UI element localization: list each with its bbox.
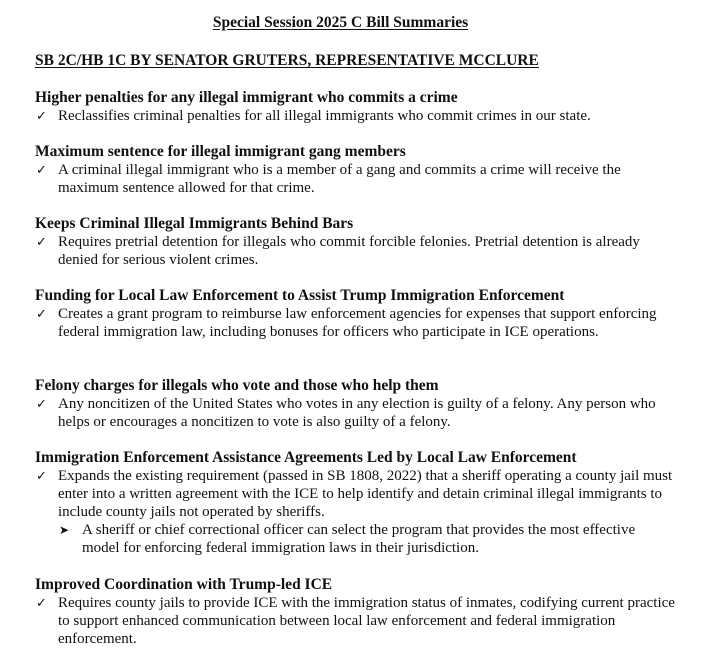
section-heading: Funding for Local Law Enforcement to Assist Trump Immigration Enforcement (35, 287, 565, 304)
summary-section (35, 576, 675, 648)
bill-header: SB 2C/HB 1C BY SENATOR GRUTERS, REPRESENTATIVE MCCLURE (35, 52, 539, 69)
bullet-item (35, 305, 675, 341)
bullet-item (35, 467, 675, 521)
section-heading: Maximum sentence for illegal immigrant gang members (35, 143, 406, 160)
summary-section (35, 287, 675, 341)
summary-section (35, 377, 675, 431)
bullet-item (35, 107, 675, 125)
checkmark-icon: ✓ (36, 468, 47, 483)
bullet-text: Expands the existing requirement (passed in SB 1808, 2022) that a sheriff operating a county jail must enter into a written agreement with the ICE to help identify and detain criminal illegal immigrants to include county jails not operated by sheriffs. (58, 468, 673, 520)
section-heading: Higher penalties for any illegal immigrant who commits a crime (35, 89, 458, 106)
bullet-item (35, 594, 675, 648)
bullet-text: Reclassifies criminal penalties for all illegal immigrants who commit crimes in our state. (58, 108, 591, 124)
section-heading: Felony charges for illegals who vote and those who help them (35, 377, 439, 394)
bullet-text: Any noncitizen of the United States who votes in any election is guilty of a felony. Any person who helps or encourages a noncitizen to vote is also guilty of a felony. (58, 396, 656, 430)
summary-section (35, 143, 675, 197)
bullet-text: Requires county jails to provide ICE with the immigration status of inmates, codifying current practice to support enhanced communication between local law enforcement and federal immigration enforcement. (58, 595, 675, 647)
section-heading: Immigration Enforcement Assistance Agreements Led by Local Law Enforcement (35, 449, 577, 466)
bullet-item (35, 395, 675, 431)
sub-bullet-text: A sheriff or chief correctional officer can select the program that provides the most effective model for enforcing federal immigration laws in their jurisdiction. (82, 522, 636, 556)
summary-section (35, 449, 675, 557)
checkmark-icon: ✓ (36, 234, 47, 249)
bullet-item (35, 161, 675, 197)
checkmark-icon: ✓ (36, 162, 47, 177)
section-heading: Keeps Criminal Illegal Immigrants Behind Bars (35, 215, 354, 232)
document-title: Special Session 2025 C Bill Summaries (212, 14, 469, 31)
bullet-item (35, 233, 675, 269)
checkmark-icon: ✓ (36, 396, 47, 411)
section-heading: Improved Coordination with Trump-led ICE (35, 576, 333, 593)
bullet-text: A criminal illegal immigrant who is a member of a gang and commits a crime will receive the maximum sentence allowed for that crime. (58, 162, 621, 196)
summary-section (35, 215, 675, 269)
checkmark-icon: ✓ (36, 306, 47, 321)
bullet-text: Creates a grant program to reimburse law enforcement agencies for expenses that support enforcing federal immigration law, including bonuses for officers who participate in ICE operations. (58, 306, 657, 340)
checkmark-icon: ✓ (36, 595, 47, 610)
sub-bullet-item (35, 521, 675, 557)
checkmark-icon: ✓ (36, 108, 47, 123)
arrowhead-icon: ➤ (59, 523, 70, 537)
summary-section (35, 89, 675, 125)
bullet-text: Requires pretrial detention for illegals who commit forcible felonies. Pretrial detention is already denied for serious violent crimes. (58, 234, 640, 268)
